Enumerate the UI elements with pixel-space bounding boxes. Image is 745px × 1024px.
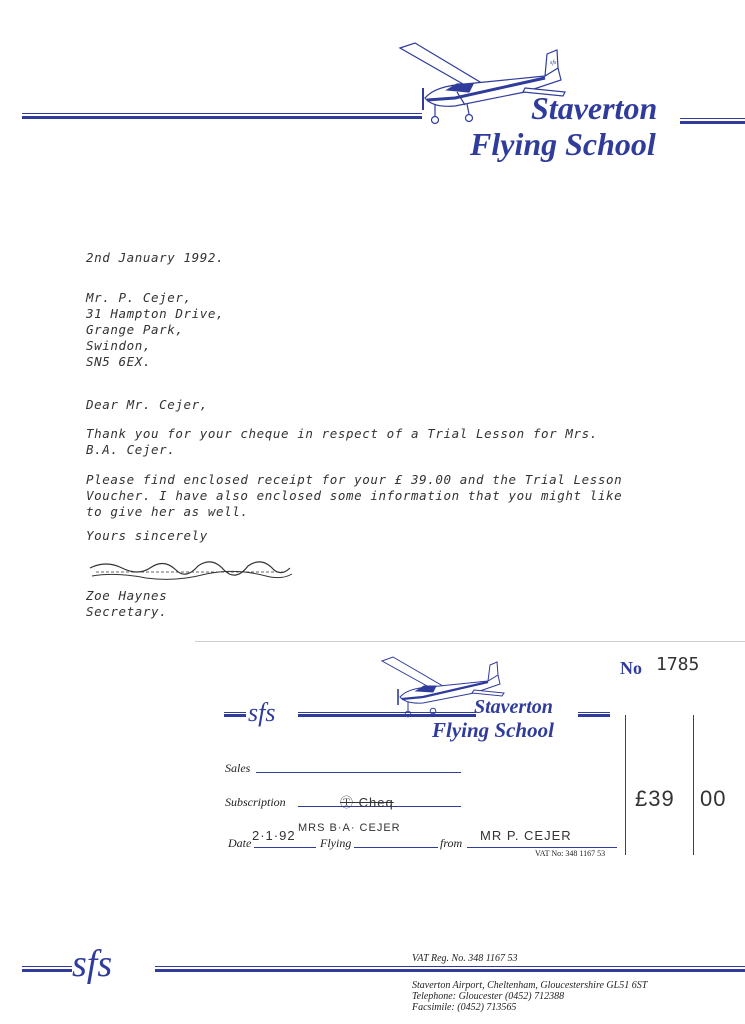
subscription-label: Subscription — [225, 795, 286, 809]
footer-stripe-right — [155, 966, 745, 972]
receipt-stripe-mid — [298, 712, 476, 717]
address-line: Swindon, — [86, 338, 152, 353]
address-line: Grange Park, — [86, 322, 184, 337]
date-line — [254, 847, 316, 848]
paragraph-line: Thank you for your cheque in respect of a Trial Lesson for Mrs. — [86, 426, 598, 441]
receipt-logo: sfs — [248, 698, 276, 727]
date-label: Date — [228, 836, 252, 850]
subscription-value: Ⓣ Cheq — [340, 795, 394, 810]
signer-name: Zoe Haynes — [86, 588, 168, 603]
salutation: Dear Mr. Cejer, — [86, 397, 208, 412]
footer-vat: VAT Reg. No. 348 1167 53 — [412, 953, 518, 964]
paragraph-2 — [86, 472, 622, 520]
address-line: Mr. P. Cejer, — [86, 290, 192, 305]
footer-stripe-left — [22, 966, 72, 972]
flying-value: MRS B·A· CEJER — [298, 822, 401, 834]
receipt-tear-line — [195, 641, 745, 642]
date-value: 2·1·92 — [252, 828, 296, 843]
flying-label: Flying — [320, 836, 352, 850]
footer-address-line: Staverton Airport, Cheltenham, Gloucestershire GL51 6ST — [412, 980, 648, 991]
receipt-column-divider-2 — [693, 715, 694, 855]
signature — [86, 556, 296, 586]
address-line: SN5 6EX. — [86, 354, 152, 369]
footer-address — [412, 980, 647, 1013]
receipt-no-label: No — [620, 658, 642, 678]
receipt-company-line2: Flying School — [432, 718, 554, 742]
letterhead-company-line1: Staverton — [531, 90, 658, 126]
receipt-stripe-right — [578, 712, 610, 717]
from-value: MR P. CEJER — [480, 828, 572, 843]
svg-text:sfs: sfs — [550, 60, 557, 66]
letterhead-stripe-left — [22, 113, 422, 119]
paragraph-line: to give her as well. — [86, 504, 249, 519]
amount-pounds: £39 — [635, 786, 675, 811]
address-line: 31 Hampton Drive, — [86, 306, 225, 321]
from-label: from — [440, 836, 463, 850]
receipt-stripe-left — [224, 712, 246, 717]
footer-telephone: Telephone: Gloucester (0452) 712388 — [412, 991, 565, 1002]
from-line — [467, 847, 617, 848]
sales-line — [256, 772, 461, 773]
letter-date: 2nd January 1992. — [86, 250, 225, 265]
footer-facsimile: Facsimile: (0452) 713565 — [412, 1002, 517, 1013]
recipient-address — [86, 290, 224, 370]
letterhead-stripe-right — [680, 118, 745, 124]
amount-pence: 00 — [700, 786, 727, 811]
flying-line — [354, 847, 438, 848]
receipt-vat-number: VAT No: 348 1167 53 — [535, 849, 606, 858]
signer-title: Secretary. — [86, 604, 168, 619]
paragraph-line: Voucher. I have also enclosed some information that you might like — [86, 488, 623, 503]
paragraph-1 — [86, 426, 598, 458]
receipt-number: 1785 — [656, 654, 700, 675]
paragraph-line: B.A. Cejer. — [86, 442, 176, 457]
footer-logo: sfs — [72, 943, 113, 985]
receipt-column-divider-1 — [625, 715, 626, 855]
letterhead-company-line2: Flying School — [470, 126, 656, 162]
sales-label: Sales — [225, 761, 251, 775]
receipt-company-line1: Staverton — [474, 696, 553, 718]
paragraph-line: Please find enclosed receipt for your £ 39.00 and the Trial Lesson — [86, 472, 623, 487]
closing: Yours sincerely — [86, 528, 208, 543]
